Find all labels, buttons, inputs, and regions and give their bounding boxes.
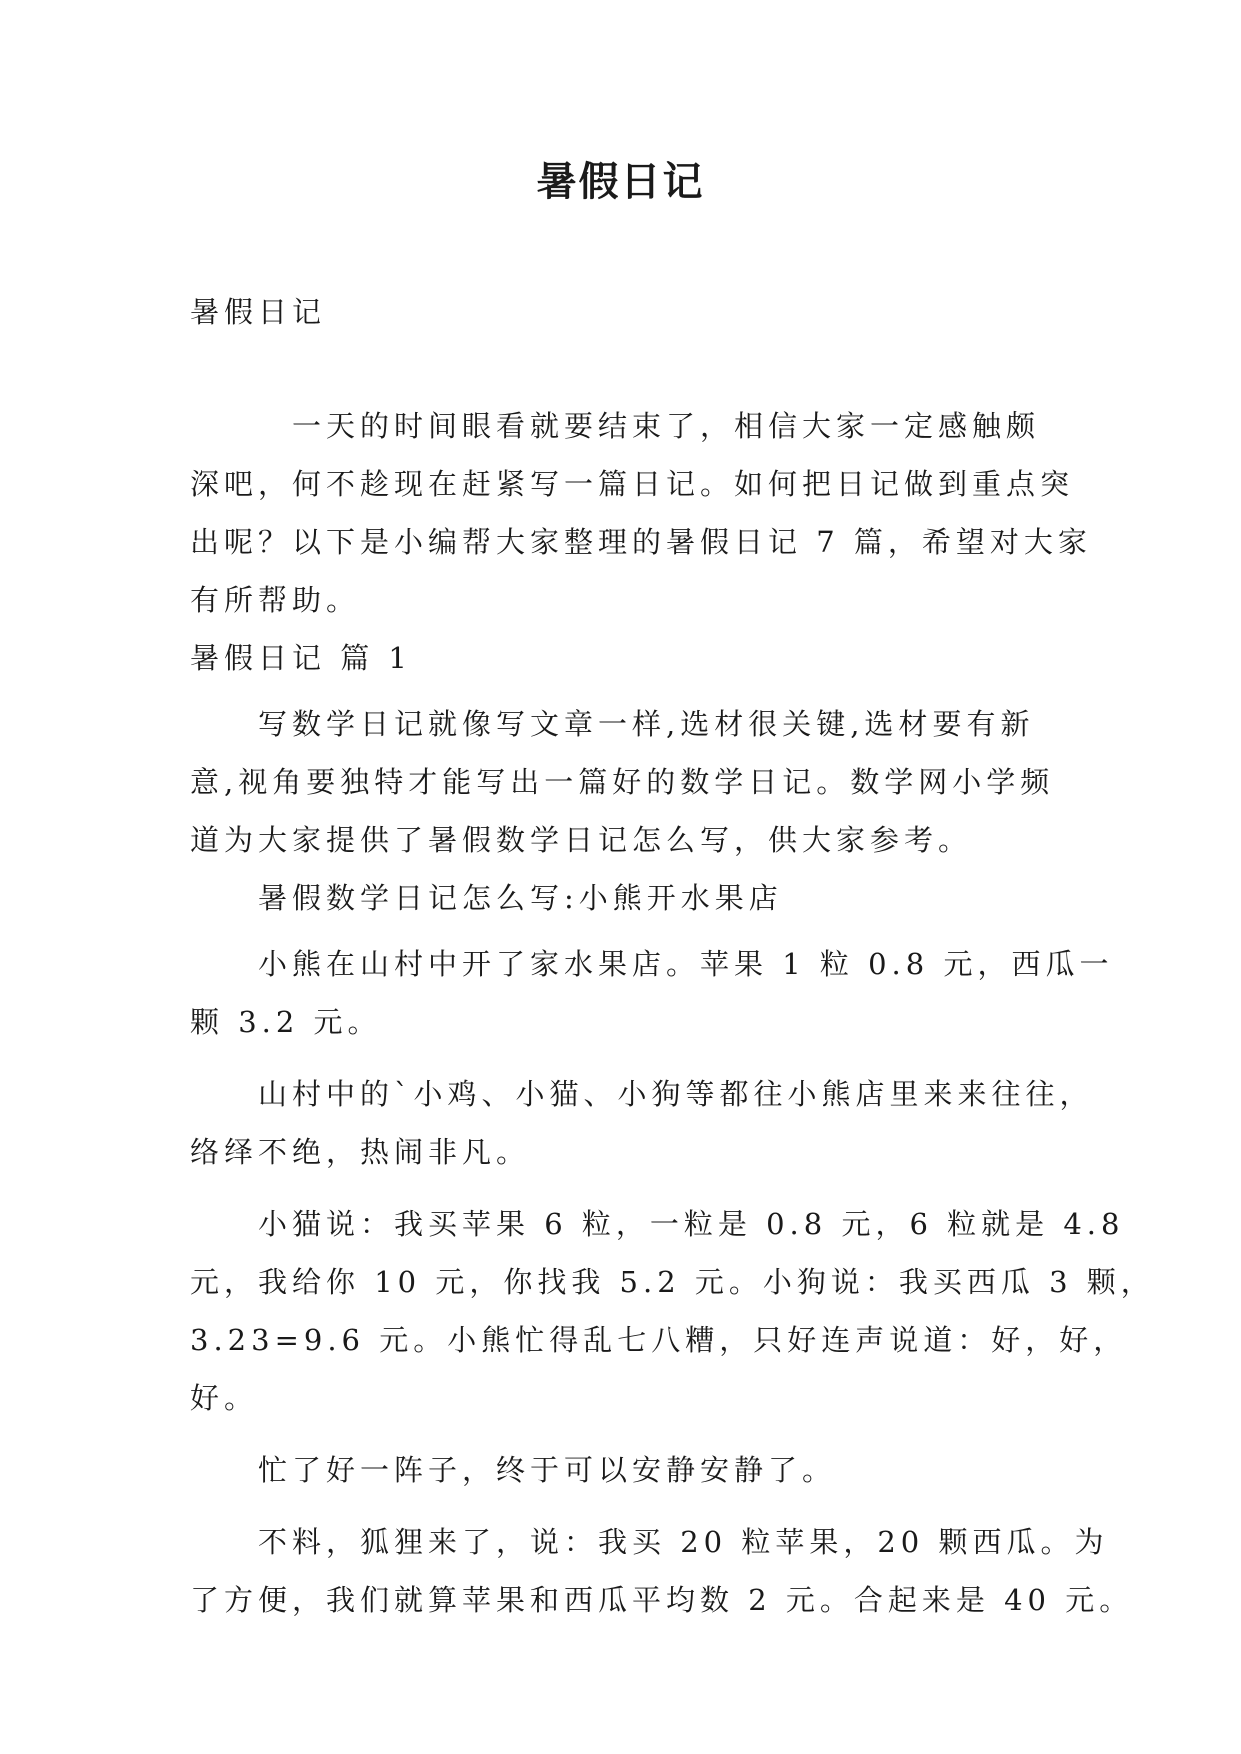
section-heading: 暑假日记 篇 1	[190, 641, 412, 675]
paragraph-line: 意,视角要独特才能写出一篇好的数学日记。数学网小学频	[190, 765, 1055, 799]
paragraph-line: 络绎不绝，热闹非凡。	[190, 1135, 531, 1169]
paragraph-line: 有所帮助。	[190, 583, 361, 617]
paragraph-line: 深吧，何不趁现在赶紧写一篇日记。如何把日记做到重点突	[190, 467, 1075, 501]
paragraph-line: 小猫说：我买苹果 6 粒，一粒是 0.8 元，6 粒就是 4.8	[190, 1207, 1125, 1241]
paragraph-line: 小熊在山村中开了家水果店。苹果 1 粒 0.8 元，西瓜一	[190, 947, 1114, 981]
paragraph-line: 颗 3.2 元。	[190, 1005, 382, 1039]
paragraph-line: 不料，狐狸来了，说：我买 20 粒苹果，20 颗西瓜。为	[190, 1525, 1109, 1559]
paragraph-line: 了方便，我们就算苹果和西瓜平均数 2 元。合起来是 40 元。	[190, 1583, 1134, 1617]
paragraph-line: 出呢？以下是小编帮大家整理的暑假日记 7 篇，希望对大家	[190, 525, 1092, 559]
subtitle-line: 暑假日记	[190, 295, 327, 329]
document-title: 暑假日记	[536, 159, 705, 205]
paragraph-line: 暑假数学日记怎么写:小熊开水果店	[190, 881, 783, 915]
paragraph-line: 写数学日记就像写文章一样,选材很关键,选材要有新	[190, 707, 1035, 741]
paragraph-line: 元，我给你 10 元，你找我 5.2 元。小狗说：我买西瓜 3 颗，	[190, 1265, 1155, 1299]
paragraph-line: 一天的时间眼看就要结束了，相信大家一定感触颇	[190, 409, 1041, 443]
paragraph-line: 忙了好一阵子，终于可以安静安静了。	[190, 1453, 837, 1487]
paragraph-line: 好。	[190, 1381, 259, 1415]
document-body	[190, 283, 1155, 1629]
paragraph-line: 山村中的`小鸡、小猫、小狗等都往小熊店里来来往往，	[190, 1077, 1094, 1111]
paragraph-line: 道为大家提供了暑假数学日记怎么写，供大家参考。	[190, 823, 973, 857]
paragraph-line: 3.23=9.6 元。小熊忙得乱七八糟，只好连声说道：好，好，	[190, 1323, 1128, 1357]
